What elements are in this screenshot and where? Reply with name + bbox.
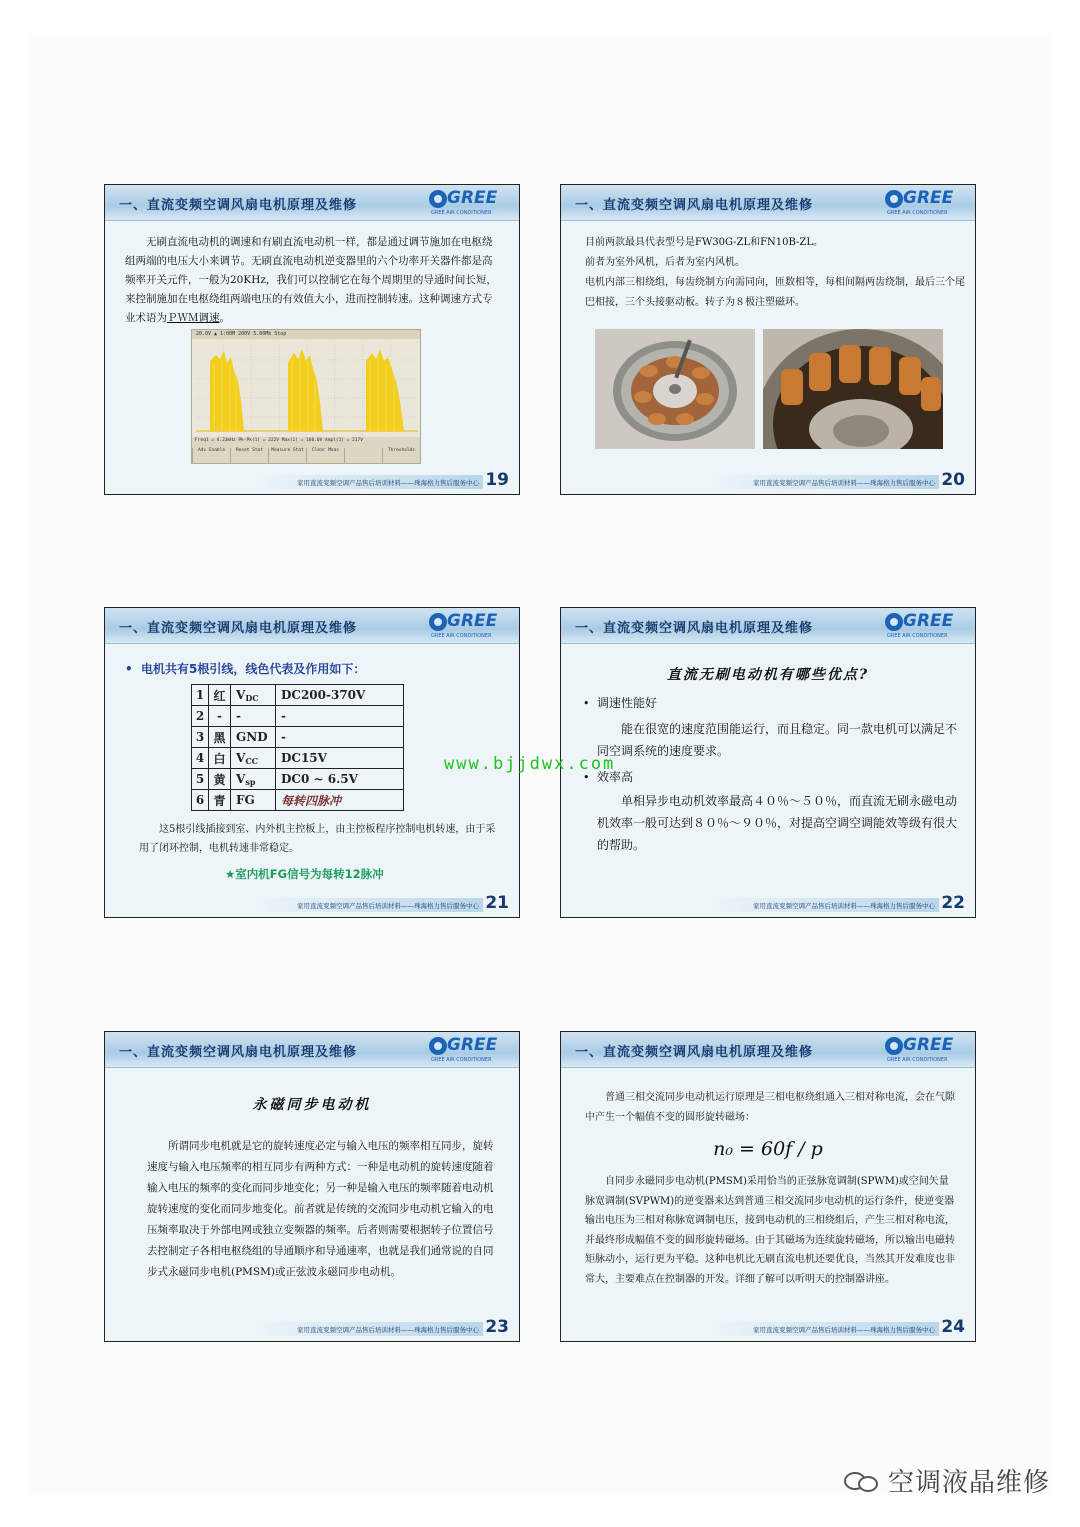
wire-number: 3 (192, 727, 209, 748)
wire-description: - (276, 706, 404, 727)
wire-signal (231, 727, 276, 748)
bullet-detail: 能在很宽的速度范围能运行，而且稳定。同一款电机可以满足不同空调系统的速度要求。 (597, 722, 958, 758)
wire-number: 6 (192, 790, 209, 811)
gree-logo-icon (429, 613, 447, 631)
body-line: 前者为室外风机，后者为室内风机。 (585, 257, 745, 268)
wire-signal (231, 685, 276, 706)
logo-subtitle: GREE AIR CONDITIONER (887, 210, 948, 216)
slide-footer (561, 1315, 975, 1341)
wire-description: - (276, 727, 404, 748)
slide-header (561, 185, 975, 221)
wire-number: 5 (192, 769, 209, 790)
site-watermark: www.bjjdwx.com (444, 754, 616, 774)
wire-number: 2 (192, 706, 209, 727)
slide-body (125, 233, 501, 328)
slide-header (105, 608, 519, 644)
scope-menu (192, 448, 420, 463)
slide-24 (560, 1031, 976, 1342)
bullet-text: 电机共有5根引线，线色代表及作用如下： (141, 662, 366, 676)
bullet-icon: • (583, 697, 590, 710)
logo-subtitle: GREE AIR CONDITIONER (887, 1057, 948, 1063)
logo-text: GREE (447, 188, 498, 208)
logo-text: GREE (903, 1035, 954, 1055)
logo-subtitle: GREE AIR CONDITIONER (431, 1057, 492, 1063)
star-note: ★室内机FG信号为每转12脉冲 (225, 867, 384, 881)
wire-signal (231, 790, 276, 811)
wire-description: DC15V (276, 748, 404, 769)
slide-footer (105, 468, 519, 494)
footer-text: 家用直流变频空调产品售后培训材料——珠海格力售后服务中心 (753, 479, 935, 487)
slide-heading: 永磁同步电动机 (252, 1097, 372, 1113)
slide-number: 22 (941, 893, 965, 913)
table-row (192, 727, 404, 748)
slide-footer (561, 468, 975, 494)
wire-color: - (209, 706, 231, 727)
signal-name: V (236, 750, 246, 765)
signal-subscript: CC (245, 755, 259, 766)
signal-name: - (236, 709, 241, 723)
slide-23 (104, 1031, 520, 1342)
bullet-text: 效率高 (597, 770, 634, 784)
slide-19 (104, 184, 520, 495)
speed-formula: n₀ = 60f / p (713, 1138, 823, 1160)
wire-table (191, 684, 404, 811)
logo-text: GREE (903, 188, 954, 208)
signal-name: V (236, 771, 246, 786)
wire-signal (231, 769, 276, 790)
bullet-icon: • (125, 662, 142, 676)
logo-subtitle: GREE AIR CONDITIONER (887, 633, 948, 639)
gree-logo (429, 188, 509, 218)
footer-text: 家用直流变频空调产品售后培训材料——珠海格力售后服务中心 (297, 1326, 479, 1334)
motor-stator-photo (595, 329, 755, 449)
table-row (192, 748, 404, 769)
slide-header (561, 1032, 975, 1068)
slide-20 (560, 184, 976, 495)
scope-menu-item: Measure Stat (268, 448, 306, 463)
scope-menu-item (344, 448, 382, 463)
slide-number: 19 (485, 470, 509, 490)
footer-text: 家用直流变频空调产品售后培训材料——珠海格力售后服务中心 (297, 479, 479, 487)
wire-color: 青 (209, 790, 231, 811)
body-line: 电机内部三相绕组，每齿绕制方向需同向，匝数相等，每相间隔两齿绕制，最后三个尾巴相接，三个头接驱动板。转子为８极注塑磁环。 (585, 277, 965, 308)
scope-menu-item: Thresholds (382, 448, 420, 463)
slide-number: 23 (485, 1317, 509, 1337)
bullet-item (583, 692, 657, 715)
slide-body: 所谓同步电机就是它的旋转速度必定与输入电压的频率相互同步，旋转速度与输入电压频率的相互同步有两种方式：一种是电动机的旋转速度随着输入电压的频率的变化而同步地变化；另一种是输入电压的频率随着电动机旋转速度的变化而同步地变化。前者就是传统的交流同步电动机它输入的电压频率取决于外部电网或独立变频器的频率。后者则需要根据转子位置信号去控制定子各相电枢绕组的导通顺序和导通速率，也就是我们通常说的自同步式永磁同步电机(PMSM)或正弦波永磁同步电动机。 (147, 1140, 494, 1278)
slide-title: 一、直流变频空调风扇电机原理及维修 (575, 198, 814, 213)
logo-subtitle: GREE AIR CONDITIONER (431, 210, 492, 216)
gree-logo-icon (885, 613, 903, 631)
gree-logo (429, 611, 509, 641)
footer-text: 家用直流变频空调产品售后培训材料——珠海格力售后服务中心 (753, 902, 935, 910)
slide-note: 这5根引线插接到室、内外机主控板上，由主控板程序控制电机转速，由于采用了闭环控制，电机转速非常稳定。 (139, 824, 496, 854)
table-row (192, 685, 404, 706)
pwm-term: ＰＷＭ调速 (167, 312, 220, 324)
oscilloscope-screenshot (191, 329, 421, 464)
table-row (192, 790, 404, 811)
signal-subscript: DC (245, 692, 259, 703)
wire-signal (231, 706, 276, 727)
slide-paragraph: 自同步永磁同步电动机(PMSM)采用恰当的正弦脉宽调制(SPWM)或空间矢量脉宽调制(SVPWM)的逆变器来达到普通三相交流同步电动机的运行条件，使逆变器输出电压为三相对称脉宽调制电压，接到电动机的三相绕组后，产生三相对称电流，并最终形成幅值不变的圆形旋转磁场。由于其磁场为连续旋转磁场，所以输出电磁转矩脉动小，运行更为平稳。这种电机比无刷直流电机还要优良，当然其开发难度也非常大，主要难点在控制器的开发。详细了解可以听明天的控制器讲座。 (585, 1176, 955, 1285)
wire-color: 黑 (209, 727, 231, 748)
bullet-text: 调速性能好 (597, 696, 658, 710)
body-text-after: 。 (219, 312, 230, 324)
table-row (192, 769, 404, 790)
table-row (192, 706, 404, 727)
wire-number: 4 (192, 748, 209, 769)
slide-title: 一、直流变频空调风扇电机原理及维修 (119, 1045, 358, 1060)
scope-measurements: Freq1 = 4.23mHz Pk-Pk(1) = 222V Max(1) = 160.0V Ampl(1) = 217V (195, 438, 363, 443)
wire-color: 黄 (209, 769, 231, 790)
footer-text: 家用直流变频空调产品售后培训材料——珠海格力售后服务中心 (753, 1326, 935, 1334)
wire-description: 每转四脉冲 (276, 790, 404, 811)
wechat-brand (844, 1462, 1050, 1499)
slide-title: 一、直流变频空调风扇电机原理及维修 (119, 621, 358, 636)
body-line: 目前两款最具代表型号是FW30G-ZL和FN10B-ZL。 (585, 237, 823, 248)
logo-text: GREE (447, 611, 498, 631)
gree-logo-icon (885, 190, 903, 208)
slide-number: 20 (941, 470, 965, 490)
signal-name: V (236, 687, 246, 702)
slide-header (105, 1032, 519, 1068)
body-text-before: 无刷直流电动机的调速和有刷直流电动机一样，都是通过调节施加在电枢绕组两端的电压大小来调节。无刷直流电动机逆变器里的六个功率开关器件都是高频率开关元件，一般为20KHz，我们可以控制它在每个周期里的导通时间长短，来控制施加在电枢绕组两端电压的有效值大小，进而控制转速。这种调速方式专业术语为 (125, 236, 497, 324)
slide-paragraph: 普通三相交流同步电动机运行原理是三相电枢绕组通入三相对称电流，会在气隙中产生一个幅值不变的圆形旋转磁场： (585, 1092, 955, 1123)
slide-footer (105, 1315, 519, 1341)
logo-text: GREE (447, 1035, 498, 1055)
signal-subscript: sp (245, 776, 256, 787)
slide-number: 24 (941, 1317, 965, 1337)
wire-description: DC0 ~ 6.5V (276, 769, 404, 790)
slide-title: 一、直流变频空调风扇电机原理及维修 (119, 198, 358, 213)
footer-text: 家用直流变频空调产品售后培训材料——珠海格力售后服务中心 (297, 902, 479, 910)
wire-description: DC200-370V (276, 685, 404, 706)
gree-logo (429, 1035, 509, 1065)
slide-header (105, 185, 519, 221)
wechat-icon (844, 1468, 880, 1494)
slide-footer (561, 891, 975, 917)
gree-logo (885, 188, 965, 218)
logo-text: GREE (903, 611, 954, 631)
slide-22 (560, 607, 976, 918)
slide-title: 一、直流变频空调风扇电机原理及维修 (575, 621, 814, 636)
scope-controls (192, 437, 420, 463)
slide-heading: 直流无刷电动机有哪些优点? (666, 667, 870, 683)
slide-body (585, 233, 965, 313)
slide-title: 一、直流变频空调风扇电机原理及维修 (575, 1045, 814, 1060)
gree-logo (885, 611, 965, 641)
scope-waveform (196, 341, 418, 436)
gree-logo-icon (885, 1037, 903, 1055)
scope-menu-item: Adv Enable (192, 448, 230, 463)
gree-logo (885, 1035, 965, 1065)
signal-name: GND (236, 730, 268, 744)
wire-number: 1 (192, 685, 209, 706)
bullet-detail: 单相异步电动机效率最高４０％～５０％，而直流无刷永磁电动机效率一般可达到８０％～９０％，对提高空调空调能效等级有很大的帮助。 (597, 794, 958, 852)
gree-logo-icon (429, 190, 447, 208)
logo-subtitle: GREE AIR CONDITIONER (431, 633, 492, 639)
motor-winding-photo (763, 329, 943, 449)
scope-menu-item: Clear Meas (306, 448, 344, 463)
wire-color: 白 (209, 748, 231, 769)
signal-name: FG (236, 793, 255, 807)
bullet-icon: • (583, 771, 590, 784)
gree-logo-icon (429, 1037, 447, 1055)
scope-menu-item: Reset Stat (230, 448, 268, 463)
slide-header (561, 608, 975, 644)
scope-status-bar: 20.0V ▲ 1:00M 200V 5.00Mb Stop (192, 330, 420, 339)
wire-signal (231, 748, 276, 769)
slide-footer (105, 891, 519, 917)
brand-name: 空调液晶维修 (887, 1468, 1050, 1498)
bullet-heading (125, 660, 365, 677)
slide-number: 21 (485, 893, 509, 913)
wire-color: 红 (209, 685, 231, 706)
